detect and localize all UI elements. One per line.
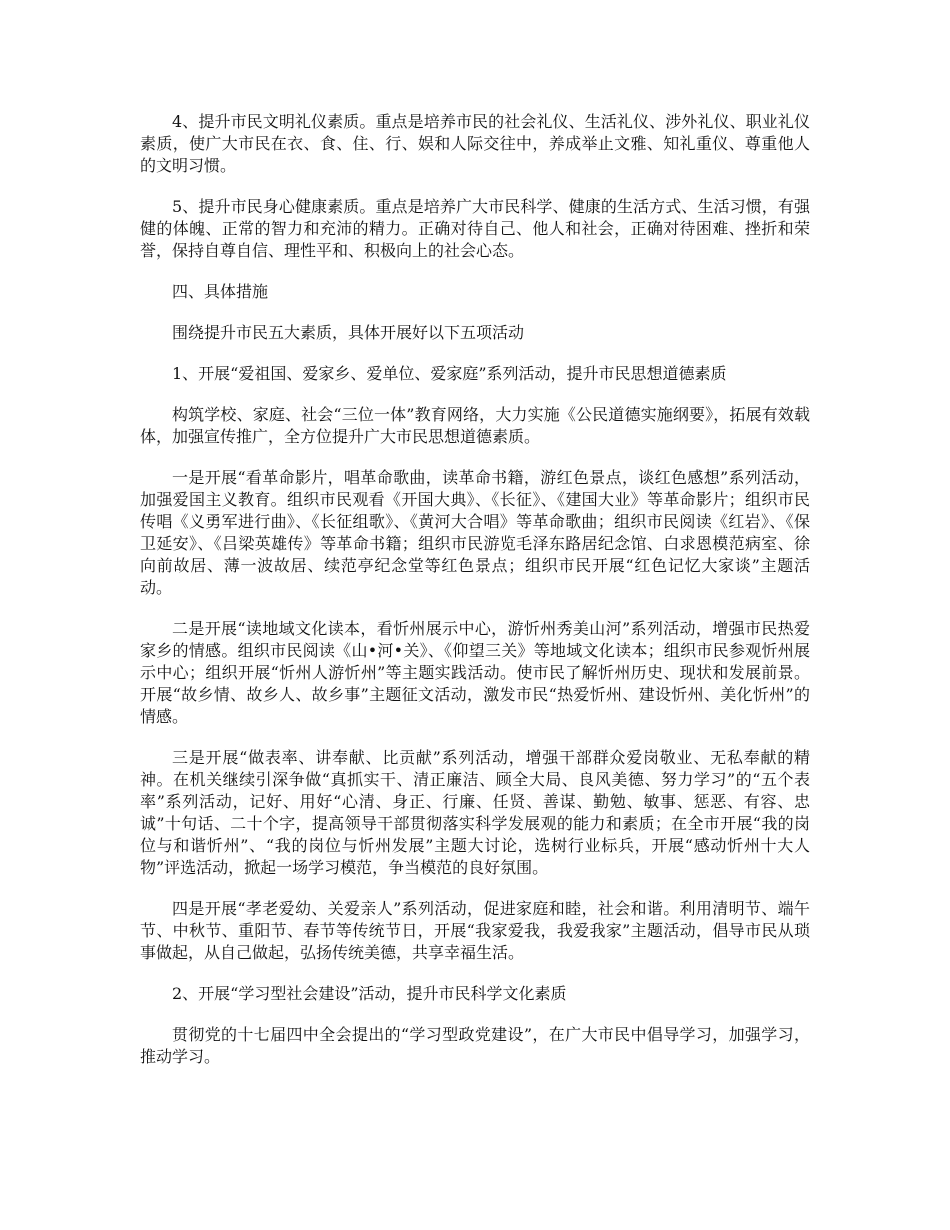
- paragraph-intro: 围绕提升市民五大素质，具体开展好以下五项活动: [172, 323, 525, 342]
- paragraph-network: 构筑学校、家庭、社会“三位一体”教育网络，大力实施《公民道德实施纲要》，拓展有效载体，加强宣传推广，全方位提升广大市民思想道德素质。: [140, 405, 810, 446]
- paragraph-health: 5、提升市民身心健康素质。重点是培养广大市民科学、健康的生活方式、生活习惯，有强健的体魄、正常的智力和充沛的精力。正确对待自己、他人和社会，正确对待困难、挫折和荣誉，保持自尊自信、理性平和、积极向上的社会心态。: [140, 197, 810, 260]
- paragraph-first: 一是开展“看革命影片，唱革命歌曲，读革命书籍，游红色景点，谈红色感想”系列活动，加强爱国主义教育。组织市民观看《开国大典》、《长征》、《建国大业》等革命影片；组织市民传唱《义勇军进行曲》、《长征组歌》、《黄河大合唱》等革命歌曲；组织市民阅读《红岩》、《保卫延安》、《吕梁英雄传》等革命书籍；组织市民游览毛泽东路居纪念馆、白求恩模范病室、徐向前故居、薄一波故居、续范亭纪念堂等红色景点；组织市民开展“红色记忆大家谈”主题活动。: [140, 468, 810, 597]
- paragraph-activity-1: 1、开展“爱祖国、爱家乡、爱单位、爱家庭”系列活动，提升市民思想道德素质: [172, 364, 727, 383]
- paragraph-learning: 贯彻党的十七届四中全会提出的“学习型政党建设”，在广大市民中倡导学习，加强学习，推动学习。: [140, 1025, 810, 1066]
- section-heading: 四、具体措施: [172, 282, 269, 301]
- paragraph-fourth: 四是开展“孝老爱幼、关爱亲人”系列活动，促进家庭和睦，社会和谐。利用清明节、端午节、中秋节、重阳节、春节等传统节日，开展“我家爱我，我爱我家”主题活动，倡导市民从琐事做起，从自己做起，弘扬传统美德，共享幸福生活。: [140, 899, 810, 962]
- document-body: [140, 111, 810, 1087]
- paragraph-activity-2: 2、开展“学习型社会建设”活动，提升市民科学文化素质: [172, 984, 567, 1003]
- paragraph-third: 三是开展“做表率、讲奉献、比贡献”系列活动，增强干部群众爱岗敬业、无私奉献的精神。在机关继续引深争做“真抓实干、清正廉洁、顾全大局、良风美德、努力学习”的“五个表率”系列活动，记好、用好“心清、身正、行廉、任贤、善谋、勤勉、敏事、惩恶、有容、忠诚”十句话、二十个字，提高领导干部贯彻落实科学发展观的能力和素质；在全市开展“我的岗位与和谐忻州”、“我的岗位与忻州发展”主题大讨论，选树行业标兵，开展“感动忻州十大人物”评选活动，掀起一场学习模范，争当模范的良好氛围。: [140, 748, 810, 877]
- paragraph-second: 二是开展“读地域文化读本，看忻州展示中心，游忻州秀美山河”系列活动，增强市民热爱家乡的情感。组织市民阅读《山•河•关》、《仰望三关》等地域文化读本；组织市民参观忻州展示中心；组织开展“忻州人游忻州”等主题实践活动。使市民了解忻州历史、现状和发展前景。开展“故乡情、故乡人、故乡事”主题征文活动，激发市民“热爱忻州、建设忻州、美化忻州”的情感。: [140, 619, 810, 726]
- paragraph-etiquette: 4、提升市民文明礼仪素质。重点是培养市民的社会礼仪、生活礼仪、涉外礼仪、职业礼仪素质，使广大市民在衣、食、住、行、娱和人际交往中，养成举止文雅、知礼重仪、尊重他人的文明习惯。: [140, 112, 810, 175]
